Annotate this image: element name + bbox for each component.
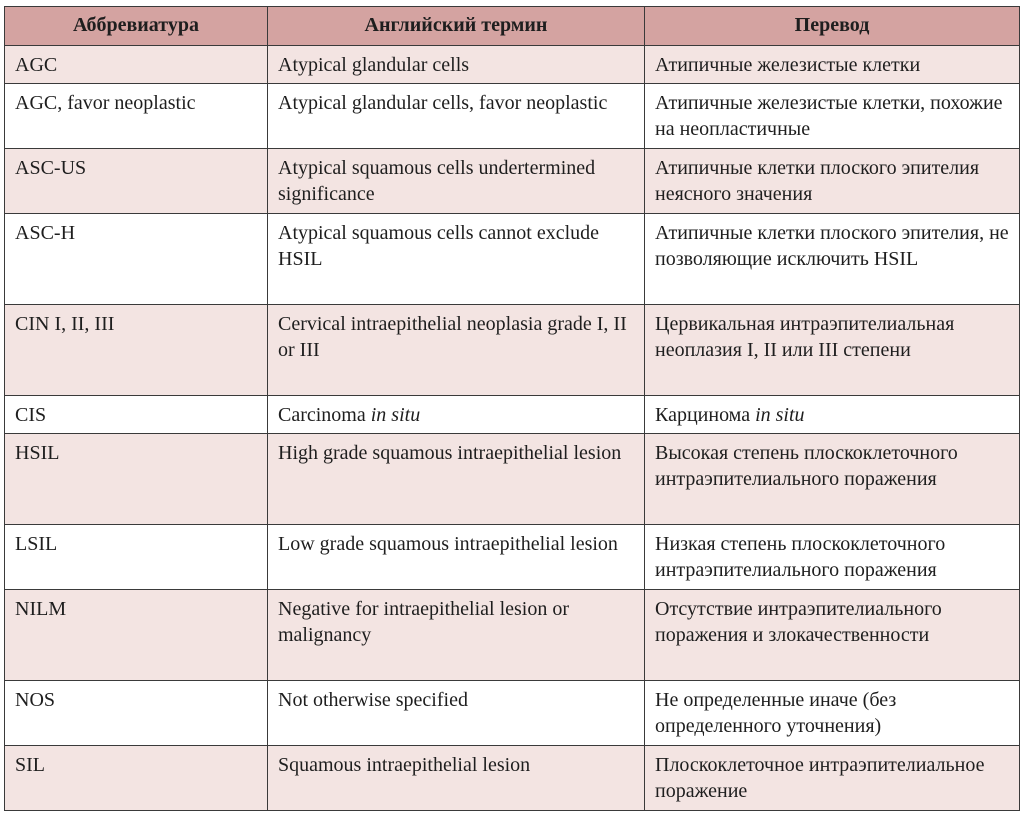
table-row	[5, 525, 1020, 590]
translation-cell: Цервикальная интраэпителиальная неоплазия I, II или III степени	[645, 305, 1020, 396]
english-term-cell: Cervical intraepithelial neoplasia grade I, II or III	[268, 305, 645, 396]
translation-cell	[645, 396, 1020, 434]
abbreviation-cell: ASC-US	[5, 149, 268, 214]
english-term-italic: in situ	[370, 404, 421, 426]
table-row	[5, 434, 1020, 525]
translation-cell: Низкая степень плоскоклеточного интраэпителиального поражения	[645, 525, 1020, 590]
table-row	[5, 84, 1020, 149]
translation-cell: Атипичные железистые клетки	[645, 46, 1020, 84]
abbreviation-cell: SIL	[5, 746, 268, 811]
translation-cell: Не определенные иначе (без определенного уточнения)	[645, 681, 1020, 746]
abbreviation-cell: ASC-H	[5, 214, 268, 305]
abbreviation-cell: HSIL	[5, 434, 268, 525]
english-term-cell: Atypical glandular cells, favor neoplastic	[268, 84, 645, 149]
translation-text: Карцинома	[655, 404, 756, 426]
english-term-cell: Not otherwise specified	[268, 681, 645, 746]
translation-cell: Плоскоклеточное интраэпителиальное поражение	[645, 746, 1020, 811]
header-abbreviation: Аббревиатура	[5, 7, 268, 46]
table-row	[5, 746, 1020, 811]
abbreviation-cell: AGC, favor neoplastic	[5, 84, 268, 149]
header-english-term: Английский термин	[268, 7, 645, 46]
translation-cell: Отсутствие интраэпителиального поражения и злокачественности	[645, 590, 1020, 681]
table-row	[5, 681, 1020, 746]
english-term-cell: Low grade squamous intraepithelial lesion	[268, 525, 645, 590]
abbreviation-cell: AGC	[5, 46, 268, 84]
english-term-cell: Atypical squamous cells undertermined significance	[268, 149, 645, 214]
english-term-cell: Negative for intraepithelial lesion or malignancy	[268, 590, 645, 681]
translation-cell: Атипичные клетки плоского эпителия, не позволяющие исключить HSIL	[645, 214, 1020, 305]
header-row	[5, 7, 1020, 46]
english-term-text: Carcinoma	[278, 404, 371, 426]
abbreviation-cell: LSIL	[5, 525, 268, 590]
translation-cell: Высокая степень плоскоклеточного интраэпителиального поражения	[645, 434, 1020, 525]
abbreviation-cell: NOS	[5, 681, 268, 746]
table-row	[5, 305, 1020, 396]
terms-table	[4, 6, 1020, 811]
table-row	[5, 149, 1020, 214]
english-term-cell: Atypical squamous cells cannot exclude HSIL	[268, 214, 645, 305]
english-term-cell: Squamous intraepithelial lesion	[268, 746, 645, 811]
translation-italic: in situ	[755, 404, 805, 426]
translation-cell: Атипичные железистые клетки, похожие на неопластичные	[645, 84, 1020, 149]
english-term-cell: High grade squamous intraepithelial lesion	[268, 434, 645, 525]
table-row	[5, 396, 1020, 434]
abbreviation-cell: CIN I, II, III	[5, 305, 268, 396]
translation-cell: Атипичные клетки плоского эпителия неясного значения	[645, 149, 1020, 214]
header-translation: Перевод	[645, 7, 1020, 46]
english-term-cell: Atypical glandular cells	[268, 46, 645, 84]
english-term-cell	[268, 396, 645, 434]
abbreviation-cell: CIS	[5, 396, 268, 434]
table-row	[5, 590, 1020, 681]
abbreviation-cell: NILM	[5, 590, 268, 681]
table-row	[5, 214, 1020, 305]
table-row	[5, 46, 1020, 84]
